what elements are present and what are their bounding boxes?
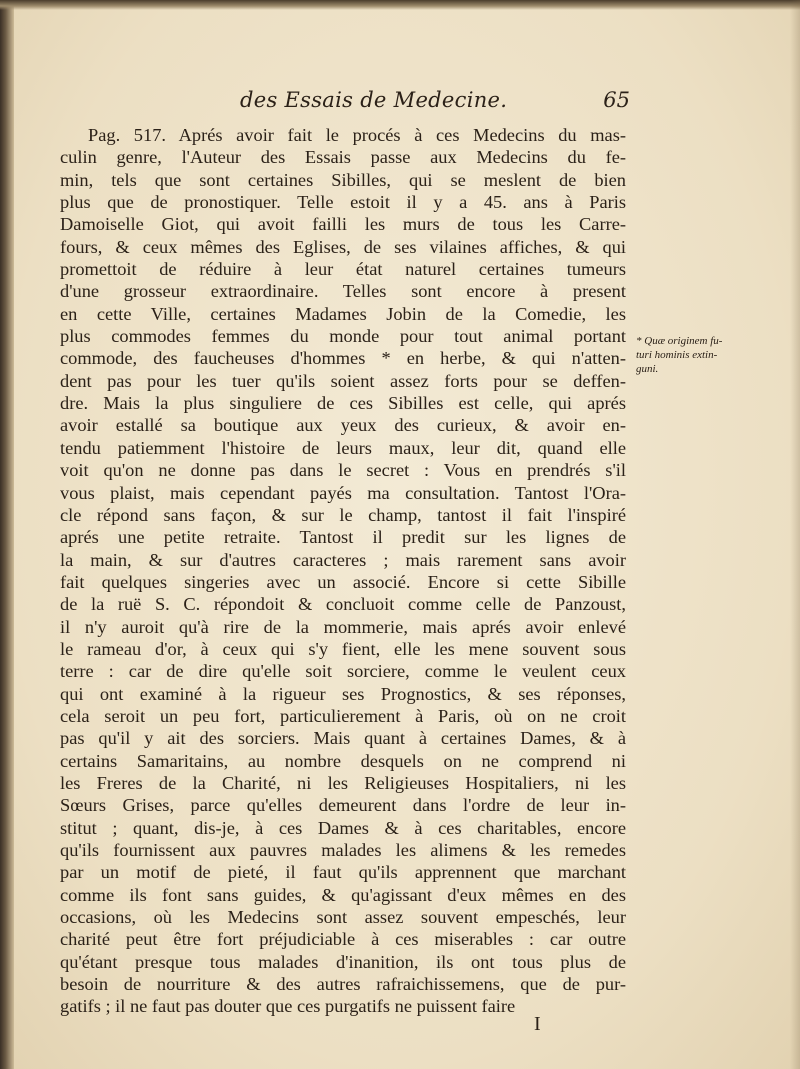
text-line: comme ils font sans guides, & qu'agissant d'eux mêmes en des [60,884,626,905]
text-line: promettoit de réduire à leur état naturel certaines tumeurs [60,259,626,280]
marginal-note-line: turi hominis extin- [636,349,718,361]
marginal-note-line: * Quæ originem fu- [636,335,723,347]
page-top-edge [0,0,800,10]
text-line: Pag. 517. Aprés avoir fait le procés à ces Medecins du mas- [88,125,626,145]
text-line: fours, & ceux mêmes des Eglises, de ses vilaines affiches, & qui [60,236,626,257]
marginal-note-line: guni. [636,363,659,375]
text-line: stitut ; quant, dis-je, à ces Dames & à ces charitables, encore [60,817,626,838]
text-line: commode, des faucheuses d'hommes * en herbe, & qui n'atten- [60,348,626,369]
body-text [60,124,626,1018]
text-line: gatifs ; il ne faut pas douter que ces purgatifs ne puissent faire [60,996,516,1017]
text-line: les Freres de la Charité, ni les Religieuses Hospitaliers, ni les [60,772,626,793]
text-line: avoir estallé sa boutique aux yeux des curieux, & avoir en- [60,415,626,436]
text-line: aprés une petite retraite. Tantost il predit sur les lignes de [60,527,626,548]
text-line: dre. Mais la plus singuliere de ces Sibilles est celle, qui aprés [60,393,626,414]
text-line: fait quelques singeries avec un associé. Encore si cette Sibille [60,571,626,592]
text-line: culin genre, l'Auteur des Essais passe aux Medecins du fe- [60,147,626,168]
text-line: tendu patiemment l'histoire de leurs maux, leur dit, quand elle [60,437,626,458]
text-line: Damoiselle Giot, qui avoit failli les murs de tous les Carre- [60,214,626,235]
text-line: occasions, où les Medecins sont assez souvent empeschés, leur [60,907,626,928]
marginal-note [636,334,786,376]
page-number: 65 [603,88,630,112]
text-line: terre : car de dire qu'elle soit sorciere, comme le veulent ceux [60,661,626,682]
text-line: dent pas pour les tuer qu'ils soient assez forts pour se deffen- [60,370,626,391]
text-line: plus que de pronostiquer. Telle estoit il y a 45. ans à Paris [60,192,626,213]
signature-mark: I [534,1013,541,1035]
text-line: certains Samaritains, au nombre desquels on ne comprend ni [60,750,626,771]
text-line: le rameau d'or, à ceux qui s'y fient, elle les mene souvent sous [60,638,626,659]
text-line: pas qu'il y ait des sorciers. Mais quant à certaines Dames, & à [60,728,626,749]
page-binding [0,0,14,1069]
text-line: qui ont examiné à la rigueur ses Prognostics, & ses réponses, [60,683,626,704]
text-line: cle répond sans façon, & sur le champ, tantost il fait l'inspiré [60,504,626,525]
running-title: des Essais de Medecine. [240,88,508,112]
text-line: par un motif de pieté, il faut qu'ils apprennent que marchant [60,862,626,883]
text-line: en cette Ville, certaines Madames Jobin de la Comedie, les [60,303,626,324]
text-line: cela seroit un peu fort, particulierement à Paris, où on ne croit [60,705,626,726]
text-line: d'une grosseur extraordinaire. Telles sont encore à present [60,281,626,302]
page-header [220,88,630,118]
text-line: qu'ils fournissent aux pauvres malades les alimens & les remedes [60,840,626,860]
text-line: plus commodes femmes du monde pour tout animal portant [60,326,626,347]
text-line: de la ruë S. C. répondoit & concluoit comme celle de Panzoust, [60,594,626,615]
text-line: il n'y auroit qu'à rire de la mommerie, mais aprés avoir enlevé [60,616,626,637]
text-line: besoin de nourriture & des autres rafraichissemens, que de pur- [60,974,626,995]
page-edge-shadow [790,0,800,1069]
text-line: voit qu'on ne donne pas dans le secret : Vous en prendrés s'il [60,460,626,481]
text-line: Sœurs Grises, parce qu'elles demeurent dans l'ordre de leur in- [60,795,626,816]
text-line: charité peut être fort préjudiciable à ces miserables : car outre [60,929,626,950]
text-line: min, tels que sont certaines Sibilles, qui se meslent de bien [60,169,626,190]
text-line: la main, & sur d'autres caracteres ; mais rarement sans avoir [60,549,626,570]
text-line: vous plaist, mais cependant payés ma consultation. Tantost l'Ora- [60,482,626,503]
text-line: qu'étant presque tous malades d'inanition, ils ont tous plus de [60,951,626,972]
